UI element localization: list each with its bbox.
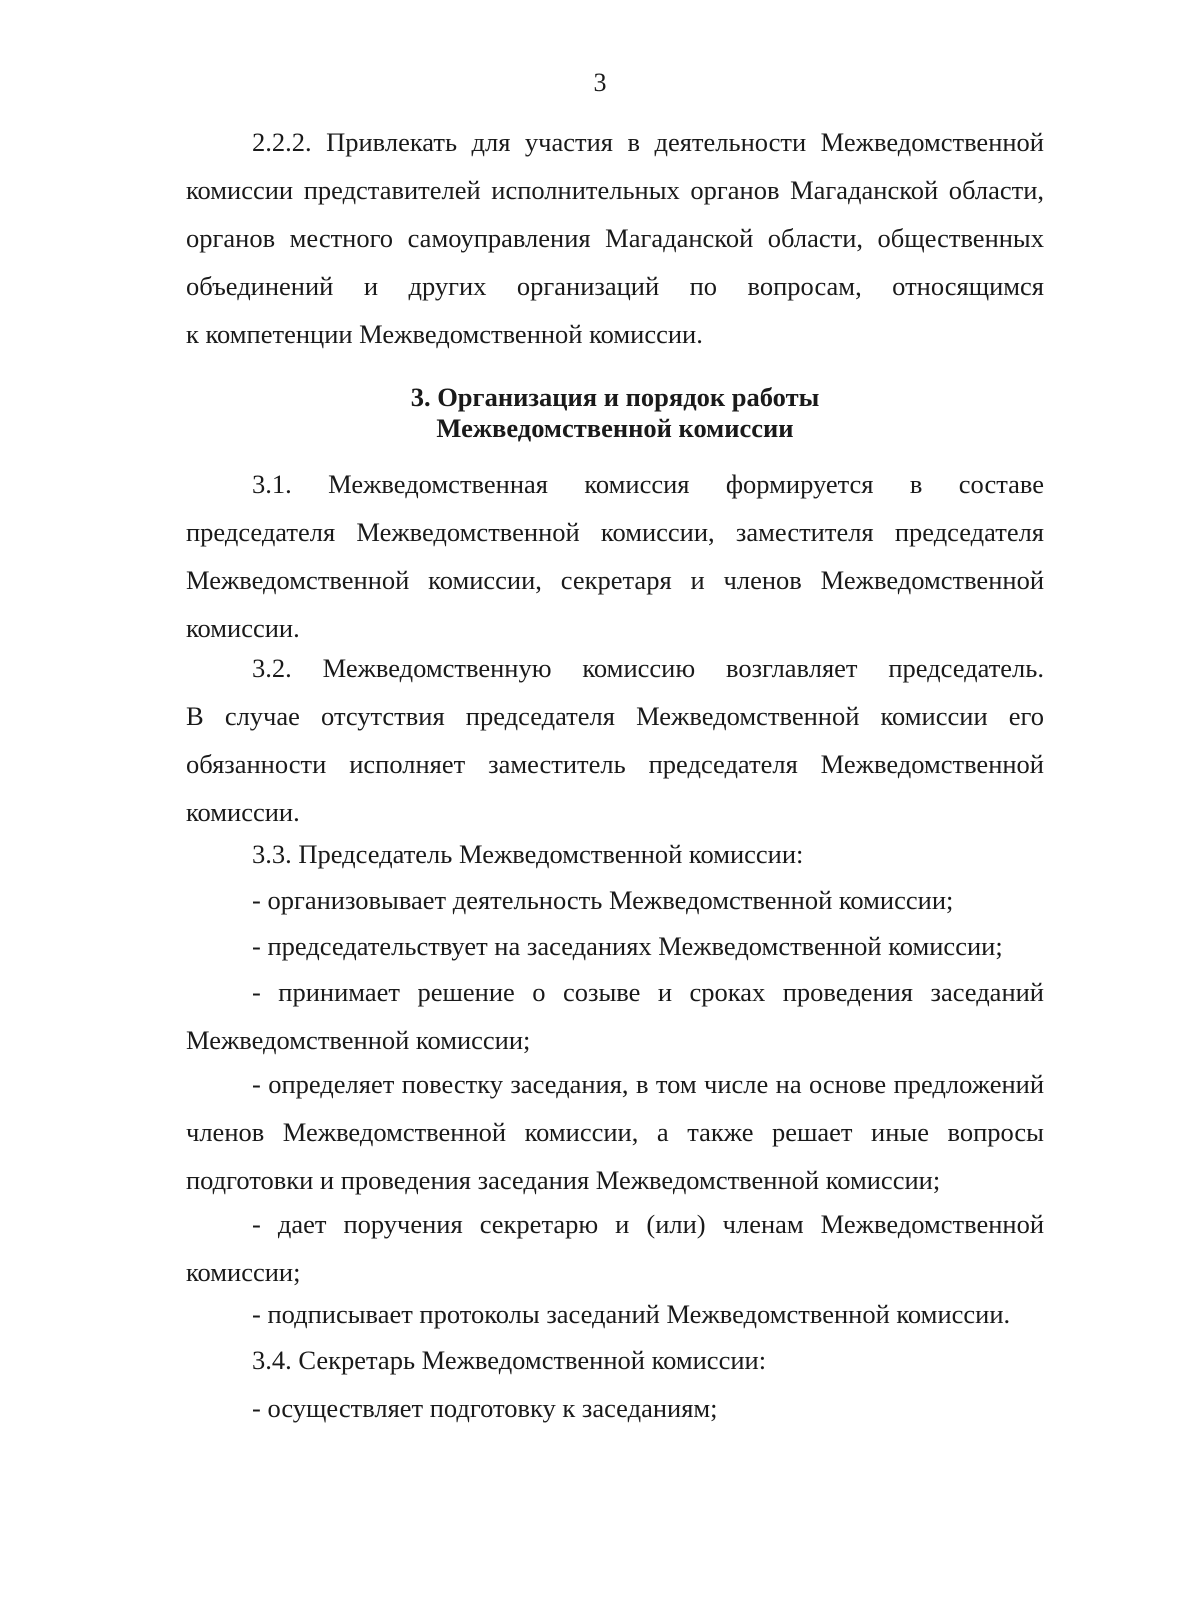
text-line: Межведомственной комиссии, секретаря и членов Межведомственной	[186, 565, 1044, 595]
section-heading	[186, 382, 1044, 444]
section-heading-line: 3. Организация и порядок работы	[410, 382, 820, 412]
list-item: - принимает решение о созыве и сроках проведения заседаний	[252, 977, 1044, 1007]
list-item: - председательствует на заседаниях Межведомственной комиссии;	[252, 931, 1003, 961]
list-item: - определяет повестку заседания, в том числе на основе предложений	[252, 1069, 1044, 1099]
chair-duty-1	[186, 876, 1044, 924]
list-item: - подписывает протоколы заседаний Межведомственной комиссии.	[252, 1299, 1011, 1329]
text-line: 3.1. Межведомственная комиссия формируется в составе	[252, 469, 1044, 499]
list-item: - организовывает деятельность Межведомственной комиссии;	[252, 885, 954, 915]
text-line: комиссии.	[186, 797, 300, 827]
text-line: 2.2.2. Привлекать для участия в деятельности Межведомственной	[252, 127, 1044, 157]
paragraph-3-4	[186, 1336, 1044, 1384]
chair-duty-5	[186, 1200, 1044, 1296]
paragraph-3-1	[186, 460, 1044, 652]
text-line: обязанности исполняет заместитель председателя Межведомственной	[186, 749, 1044, 779]
list-item: - дает поручения секретарю и (или) членам Межведомственной	[252, 1209, 1044, 1239]
list-item-continuation: комиссии;	[186, 1257, 301, 1287]
paragraph-2-2-2	[186, 118, 1044, 358]
secretary-duty-1	[186, 1384, 1044, 1432]
section-heading-line: Межведомственной комиссии	[436, 413, 794, 443]
text-line: В случае отсутствия председателя Межведомственной комиссии его	[186, 701, 1044, 731]
page-number: 3	[593, 68, 607, 97]
text-line: председателя Межведомственной комиссии, заместителя председателя	[186, 517, 1044, 547]
paragraph-3-2	[186, 644, 1044, 836]
text-line: 3.3. Председатель Межведомственной комиссии:	[252, 839, 804, 869]
text-line: объединений и других организаций по вопросам, относящимся	[186, 271, 1044, 301]
text-line: к компетенции Межведомственной комиссии.	[186, 319, 703, 349]
list-item: - осуществляет подготовку к заседаниям;	[252, 1393, 718, 1423]
text-line: 3.4. Секретарь Межведомственной комиссии:	[252, 1345, 767, 1375]
list-item-continuation: членов Межведомственной комиссии, а также решает иные вопросы	[186, 1117, 1044, 1147]
text-line: комиссии.	[186, 613, 300, 643]
chair-duty-3	[186, 968, 1044, 1064]
paragraph-3-3	[186, 830, 1044, 878]
chair-duty-6	[186, 1290, 1044, 1338]
list-item-continuation: подготовки и проведения заседания Межведомственной комиссии;	[186, 1165, 941, 1195]
chair-duty-4	[186, 1060, 1044, 1204]
text-line: 3.2. Межведомственную комиссию возглавляет председатель.	[252, 653, 1044, 683]
list-item-continuation: Межведомственной комиссии;	[186, 1025, 531, 1055]
text-line: органов местного самоуправления Магаданской области, общественных	[186, 223, 1044, 253]
text-line: комиссии представителей исполнительных органов Магаданской области,	[186, 175, 1044, 205]
chair-duty-2	[186, 922, 1044, 970]
